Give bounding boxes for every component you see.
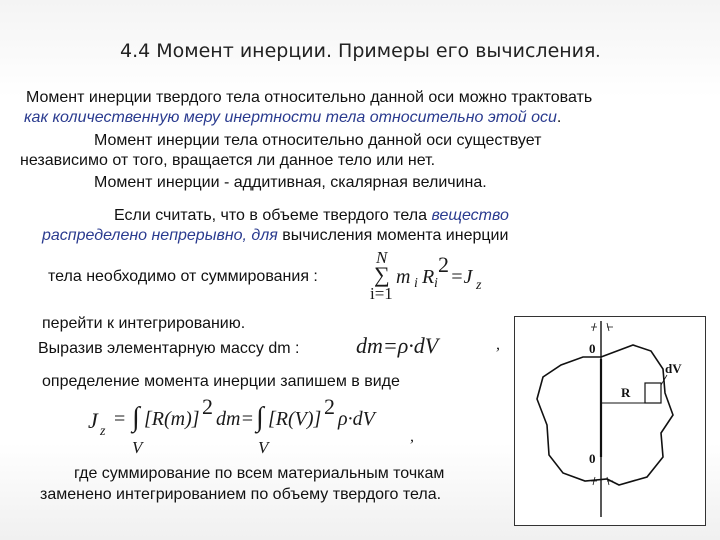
integral-limit-V-2: V: [258, 438, 269, 457]
body-diagram: [514, 316, 706, 526]
integral-R-V: [R(V)]: [268, 408, 322, 430]
integral-J-subscript: z: [100, 424, 106, 439]
integral-sign-1: ∫: [132, 402, 140, 433]
mass-symbol: m: [396, 266, 411, 288]
sum-upper-limit: N: [376, 248, 388, 267]
bottom-arrow-mark-left: [591, 477, 597, 485]
integral-equals: =: [114, 408, 126, 430]
integral-formula: [88, 394, 408, 464]
R-label: R: [621, 385, 631, 400]
top-arrow-mark-right: [607, 323, 613, 331]
integral-power-2: 2: [324, 394, 335, 419]
paragraph-4-italic: вещество: [431, 207, 509, 224]
slide-title-text: 4.4 Момент инерции. Примеры его вычисления: [120, 40, 596, 62]
paragraph-8: определение момента инерции запишем в виде: [42, 373, 400, 390]
integral-rho-dV: ρ·dV: [338, 408, 375, 430]
dm-formula: dm=ρ·dV: [356, 333, 439, 358]
definition-italic: как количественную меру инертности тела относительно этой оси: [24, 109, 557, 126]
J-subscript: z: [476, 278, 482, 293]
integral-power-1: 2: [202, 394, 213, 419]
integral-J: J: [88, 408, 98, 433]
comma-2: ,: [410, 428, 414, 445]
paragraph-4-line-2: [42, 226, 508, 246]
paragraph-4-text: Если считать, что в объеме твердого тела: [114, 207, 432, 224]
dV-label: dV: [665, 361, 682, 376]
paragraph-4-end: вычисления момента инерции: [277, 227, 509, 244]
integral-sign-2: ∫: [256, 402, 264, 433]
paragraph-6: перейти к интегрированию.: [42, 315, 246, 332]
top-arrow-mark-left: [591, 323, 597, 331]
volume-element: [645, 383, 661, 403]
radius-symbol: R: [422, 266, 435, 288]
sigma-symbol: ∑: [374, 262, 390, 287]
axis-label-bottom: 0: [589, 451, 596, 466]
equals-J: =J: [450, 266, 473, 288]
paragraph-9-line-1: где суммирование по всем материальным точкам: [74, 465, 445, 482]
integral-dm: dm=: [216, 408, 254, 430]
mass-subscript: i: [414, 276, 418, 291]
body-diagram-svg: [515, 317, 705, 525]
sum-lower-limit: i=1: [370, 284, 393, 303]
paragraph-2-line-1: Момент инерции тела относительно данной оси существует: [94, 132, 542, 149]
paragraph-9-line-2: заменено интегрированием по объему твердого тела.: [40, 486, 442, 503]
paragraph-4-italic-2: распределено непрерывно, для: [42, 227, 278, 244]
integral-limit-V-1: V: [132, 438, 143, 457]
axis-label-top: 0: [589, 341, 596, 356]
paragraph-3-line-1: Момент инерции - аддитивная, скалярная величина.: [94, 174, 487, 191]
slide-title-dot: .: [595, 41, 601, 62]
paragraph-4-line-1: [114, 206, 509, 226]
definition-end-dot: .: [556, 109, 562, 126]
paragraph-7: Выразив элементарную массу dm :: [38, 340, 300, 357]
paragraph-1-line-1: Момент инерции твердого тела относительно данной оси можно трактовать: [26, 89, 593, 106]
radius-subscript: i: [434, 276, 438, 291]
paragraph-1-line-2: [24, 108, 561, 128]
bottom-arrow-mark-right: [607, 477, 613, 485]
paragraph-2-line-2: независимо от того, вращается ли данное тело или нет.: [20, 152, 436, 169]
power-two: 2: [438, 252, 449, 277]
rigid-body-outline: [537, 345, 673, 485]
paragraph-5: тела необходимо от суммирования :: [48, 268, 318, 285]
comma-1: ,: [496, 336, 500, 353]
slide-title: [120, 40, 600, 63]
sum-formula: [370, 248, 500, 308]
integral-R-m: [R(m)]: [144, 408, 200, 430]
